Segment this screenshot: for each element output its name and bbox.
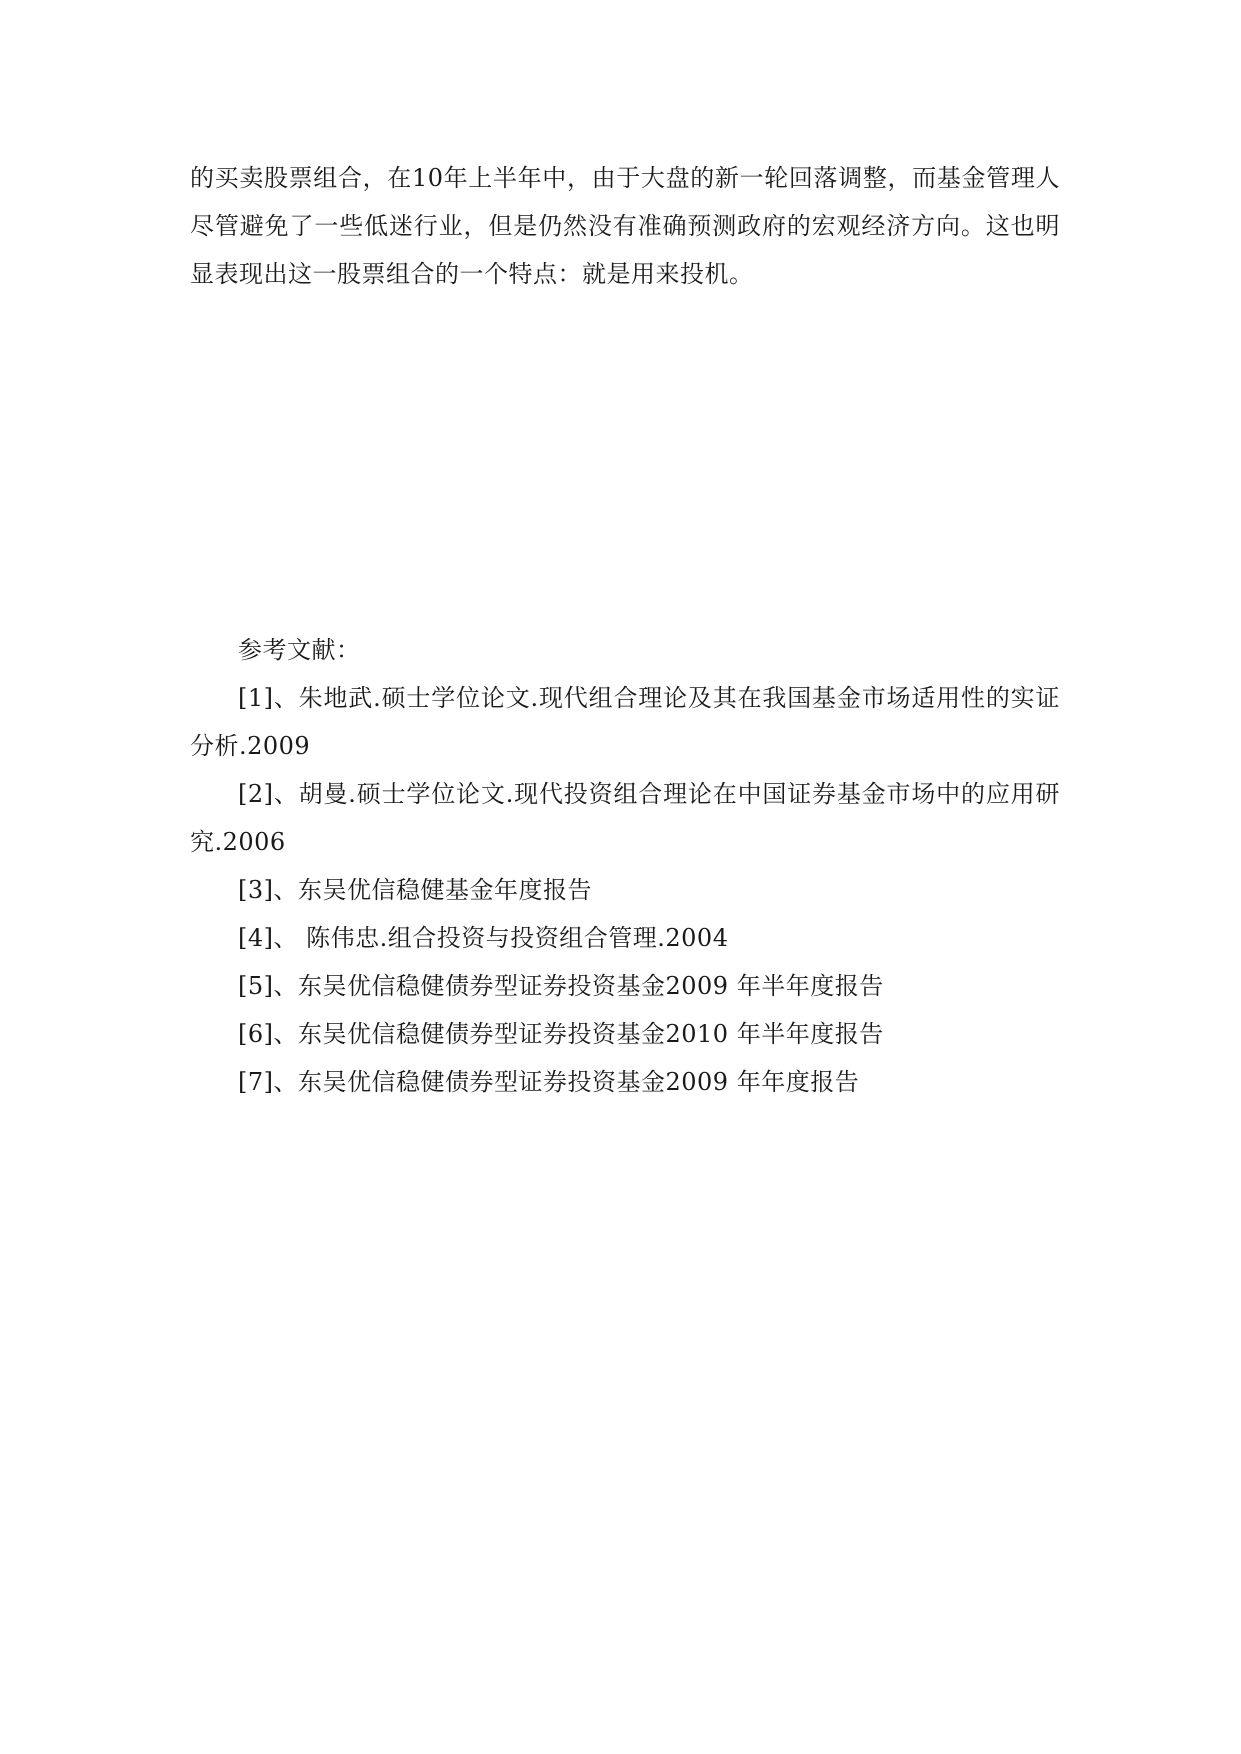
reference-item-7: [7]、东吴优信稳健债券型证券投资基金2009 年年度报告 (238, 1068, 860, 1096)
reference-item-6: [6]、东吴优信稳健债券型证券投资基金2010 年半年度报告 (238, 1020, 884, 1048)
reference-item-1: [1]、朱地武.硕士学位论文.现代组合理论及其在我国基金市场适用性的实证分析.2009 (190, 684, 1060, 760)
reference-item-3: [3]、东吴优信稳健基金年度报告 (238, 876, 592, 904)
reference-list (190, 674, 1060, 1106)
reference-item-4: [4]、 陈伟忠.组合投资与投资组合管理.2004 (238, 924, 729, 952)
references-section (190, 626, 1060, 1106)
references-heading: 参考文献： (238, 636, 361, 664)
body-paragraph: 的买卖股票组合，在10年上半年中，由于大盘的新一轮回落调整，而基金管理人尽管避免了一些低迷行业，但是仍然没有准确预测政府的宏观经济方向。这也明显表现出这一股票组合的一个特点：就是用来投机。 (190, 164, 1060, 288)
reference-item-2: [2]、胡曼.硕士学位论文.现代投资组合理论在中国证券基金市场中的应用研究.2006 (190, 780, 1060, 856)
reference-item-5: [5]、东吴优信稳健债券型证券投资基金2009 年半年度报告 (238, 972, 884, 1000)
